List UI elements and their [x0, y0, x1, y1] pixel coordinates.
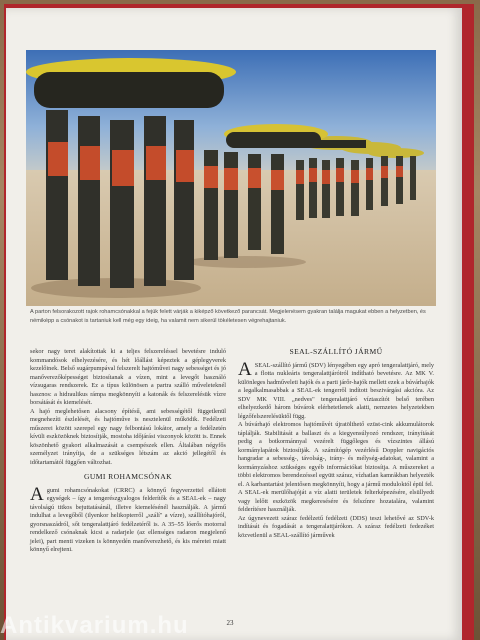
right-paragraph-1-text: SEAL-szállító jármű (SDV) lényegében egy apró tengeralattjáró, mely a flotta nukleáris tengeralattjáróiról indítható bevetésre. Az MK V. különleges hadműveleti hajók és a parti járőr-hajók mellett ezek a búvárhajók a legalkalmasabbak a SEAL-ek tengerről indított beszivárgási akcióra. Az SDV MK VIII. „nedves" tengeralattjáró víztaszítót belső terében elhelyezkedő három búvárok elérhetetlenek alatti, nemzetes helyzetekben légzőfelszerelésüktől függ.	[238, 361, 434, 420]
left-paragraph-3-text: gumi rohamcsónakokat (CRRC) a könnyű fegyverzettel ellátott egységek – így a tengerészgyalogos felderítők és a SEAL-ek – nagy távolságú titkos bejuttatásánál, illetve kiemelésénél használják. A jármű indulhat a levegőből (ilyenkor helikopterről „szálí" a vízre), szállítóhajóról, gyorsnaszádról, sőt tengeralattjáró fedélzetéről is. A 35–55 lóerős motorral rendelkező csónaknak kicsi a radarjele (az ellenséges radaron megjelenő jelei), part menti vizeken is könnyedén manőverezhető, és kis méretei miatt könnyű elrejteni.	[30, 486, 226, 553]
soldiers-rafts-photo	[26, 50, 436, 306]
left-column	[30, 348, 226, 555]
photo-illustration	[26, 50, 436, 306]
right-column	[238, 348, 434, 540]
right-paragraph-3: A SEAL-ek merülőhajóját a víz alatti területek felterképezésére, elsüllyedt vagy lelőtt eszközök megkeresésére és felszínre hozatalára, valamint felderítésre használják.	[238, 489, 434, 513]
drop-cap: A	[238, 358, 252, 380]
section-heading-seal: SEAL-SZÁLLÍTÓ JÁRMŰ	[289, 347, 383, 356]
book-page	[6, 8, 462, 640]
left-paragraph-3	[30, 483, 226, 555]
right-paragraph-4: Az úgynevezett száraz fedélzetű fedélzeti (DDS) teszi lehetővé az SDV-k indítását és fogadását a tengeralattjárókon. A száraz fedélzeti fedezéket közvetlenül a SEAL-szállító járművek	[238, 514, 434, 539]
page-number: 23	[226, 619, 234, 627]
watermark: Antikvarium.hu	[0, 612, 189, 639]
right-paragraph-1	[238, 358, 434, 422]
drop-cap: A	[30, 483, 44, 505]
left-paragraph-2: A hajó meglehetősen alacsony építésű, ami sebességétől függetlenül megnehezíti észlelését, és hajtóműve is nesztelenül működik. Fedélzeti műszerei között szerepel egy nagy felbontású lokátor, amely a fedélzetén kívüli eszközöknek biztosítják, mostoha időjárási viszonyok között is. Ennek köszönhető gyakori alkalmazását a csempészek ellen. Általában négyfős személyzet irányítja, de a szükséges létszám az akció jellegétől és időtartamától függően változhat.	[30, 407, 226, 466]
photo-caption: A parton felsorakozott rajok rohamcsónakkal a fejük felett várják a kiképző következő parancsát. Megjelenésem gyakran találja magukat ebben a helyzetben, és némiképp a csónakot is tartaniuk kell még egy ideig, ha valamit nem sikerül tökéletesen végrehajtaniuk.	[30, 309, 426, 324]
section-heading-gumi: GUMI ROHAMCSÓNAK	[83, 472, 173, 481]
right-paragraph-2: A búvárhajó elektromos hajtóművét újratölthető ezüst-cink akkumulátorok táplálják. Stabilitását a ballaszt és a kiegyensúlyozó rendszer, irányítását pedig a botkormánnyal vezérelt függőleges és vízszintes állású kormánylapátok biztosítják. A számítógép vezérlésű Doppler navigációs hangradar a sebesség-, távolság-, irány- és mélység-adatokat, valamint a kormányzáshoz szükséges egyéb információkat biztosítja. A műszereket a többi elektromos berendezéssel együtt száraz, vízhatlan kamrákban helyezték el. A karbantartást jelentősen megkönnyíti, hogy a jármű moduloktól épül fel.	[238, 421, 434, 488]
left-paragraph-1: sekor nagy teret alakítottak ki a teljes felszereléssel bevetésre induló kommandósok elhelyezésére, és hét lőállást képeztek a géplegyverek kezelőinek. Belső sugárpumpával felszerelt hajtóművei nagy sebességet és jó manőverezőképességet biztosítanak a vízen, mint a levegőt használó vízsugaras rendszerek. Ez a típus különösen a partra szálló műveleteknél hasznos: a hidraulikus rámpa megkönnyíti a katonák és felszerelésük vízre borsátását és kiemelését.	[30, 348, 226, 406]
